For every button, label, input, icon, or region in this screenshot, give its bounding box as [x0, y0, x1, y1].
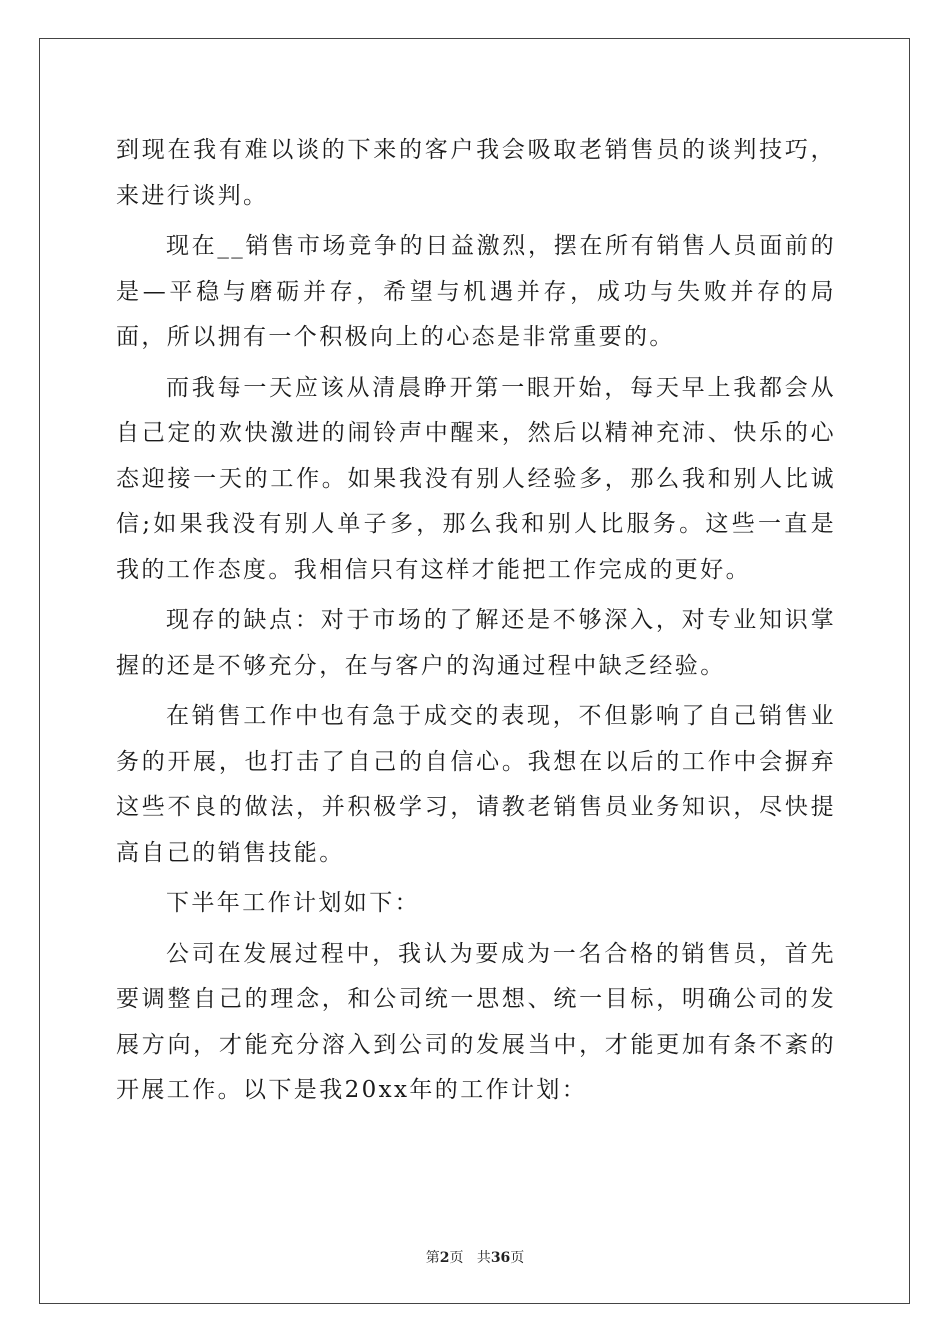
- paragraph: 在销售工作中也有急于成交的表现，不但影响了自己销售业务的开展，也打击了自己的自信心。我想在以后的工作中会摒弃这些不良的做法，并积极学习，请教老销售员业务知识，尽快提高自己的销售技能。: [116, 703, 836, 866]
- total-suffix: 页: [510, 1250, 525, 1266]
- total-prefix: 共: [476, 1250, 491, 1266]
- page-footer: [0, 1247, 950, 1267]
- paragraph: 现在__销售市场竞争的日益激烈，摆在所有销售人员面前的是—平稳与磨砺并存，希望与机遇并存，成功与失败并存的局面，所以拥有一个积极向上的心态是非常重要的。: [116, 233, 836, 350]
- paragraph: 下半年工作计划如下：: [166, 890, 420, 916]
- paragraph: 到现在我有难以谈的下来的客户我会吸取老销售员的谈判技巧，来进行谈判。: [116, 137, 836, 209]
- paragraph: 现存的缺点：对于市场的了解还是不够深入，对专业知识掌握的还是不够充分，在与客户的沟通过程中缺乏经验。: [116, 607, 836, 679]
- page-number: 2: [439, 1250, 450, 1266]
- document-body: [116, 128, 836, 1114]
- paragraph: 而我每一天应该从清晨睁开第一眼开始，每天早上我都会从自己定的欢快激进的闹铃声中醒来，然后以精神充沛、快乐的心态迎接一天的工作。如果我没有别人经验多，那么我和别人比诚信;如果我没有别人单子多，那么我和别人比服务。这些一直是我的工作态度。我相信只有这样才能把工作完成的更好。: [116, 374, 836, 583]
- paragraph: 公司在发展过程中，我认为要成为一名合格的销售员，首先要调整自己的理念，和公司统一思想、统一目标，明确公司的发展方向，才能充分溶入到公司的发展当中，才能更加有条不紊的开展工作。以下是我20xx年的工作计划：: [116, 940, 836, 1103]
- page-prefix: 第: [425, 1250, 440, 1266]
- page-suffix: 页: [449, 1250, 464, 1266]
- total-pages: 36: [490, 1250, 511, 1266]
